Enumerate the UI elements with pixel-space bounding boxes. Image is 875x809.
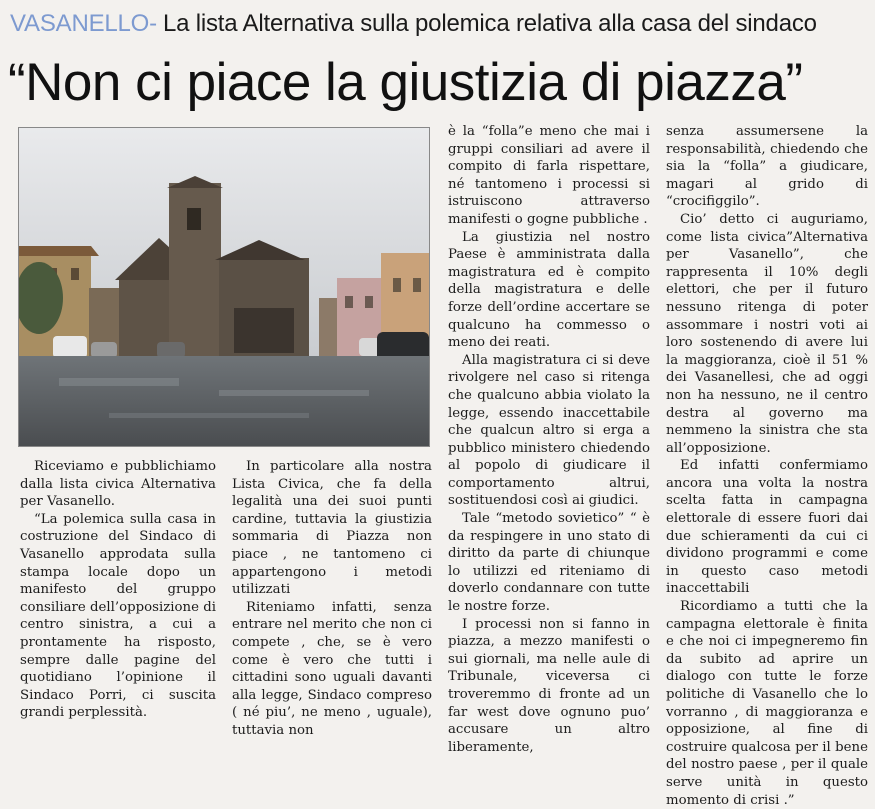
paragraph: senza assumersene la responsabilità, chiedendo che sia la “folla” a giudicare, magari al grido di “crocifiggilo”. (666, 124, 868, 210)
article-headline: “Non ci piace la giustizia di piazza” (8, 53, 803, 112)
paragraph: è la “folla”e meno che mai i gruppi consiliari ad avere il compito di farla rispettare, né tantomeno i processi si istruiscono attraverso manifesti o gogne pubbliche . (448, 124, 650, 227)
paragraph: Riteniamo infatti, senza entrare nel merito che non ci compete , che, se è vero come è vero che tutti i cittadini sono uguali davanti alla legge, Sindaco compreso ( né piu’, ne meno , uguale), tuttavia non (232, 599, 432, 738)
paragraph: La giustizia nel nostro Paese è amministrata dalla magistratura ed è compito della magistratura e delle forze dell’ordine accertare se qualcuno ha commesso o meno dei reati. (448, 229, 650, 351)
paragraph: Tale “metodo sovietico” “ è da respingere in uno stato di diritto da parte di chiunque lo utilizzi ed riteniamo di doverlo condannare con tutte le nostre forze. (448, 511, 650, 615)
article-kicker (10, 10, 870, 38)
article-column-3 (448, 123, 650, 756)
paragraph: Riceviamo e pubblichiamo dalla lista civica Alternativa per Vasanello. (20, 459, 216, 510)
paragraph: “La polemica sulla casa in costruzione del Sindaco di Vasanello approdata sulla stampa locale dopo un manifesto del gruppo consiliare dell’opposizione di centro sinistra, a cui a prontamente ha risposto, sempre dalle pagine del quotidiano l’opinione il Sindaco Porri, ci suscita grandi perplessità. (20, 511, 216, 721)
article-photo (18, 127, 430, 447)
paragraph: Cio’ detto ci auguriamo, come lista civica”Alternativa per Vasanello”, che rappresenta il 10% degli elettori, che per il futuro nessuno ritenga di poter assommare i nostri voti ai loro sostenendo di avere lui la maggioranza, cioè il 51 % dei Vasanellesi, che ad oggi non ha nessuno, ne il centro destra al governo ma nemmeno la sinistra che sta all’opposizione. (666, 211, 868, 456)
paragraph: I processi non si fanno in piazza, a mezzo manifesti o sui giornali, ma nelle aule di Tribunale, viceversa ci troveremmo di fronte ad un far west dove ognuno puo’ accusare un altro liberamente, (448, 616, 650, 755)
kicker-place: VASANELLO- (10, 10, 157, 37)
paragraph: In particolare alla nostra Lista Civica, che fa della legalità una dei suoi punti cardine, tuttavia la giustizia sommaria di Piazza non piace , ne tantomeno ci appartengono i metodi utilizzati (232, 459, 432, 598)
article-column-1 (20, 458, 216, 722)
kicker-subtitle: La lista Alternativa sulla polemica relativa alla casa del sindaco (162, 10, 817, 37)
paragraph: Alla magistratura ci si deve rivolgere nel caso si ritenga che qualcuno abbia violato la legge, essendo inaccettabile che qualcun altro si erga a pubblico ministero chiedendo al popolo di giudicare il comportamento altrui, sostituendosi così ai giudici. (448, 352, 650, 509)
paragraph: Ricordiamo a tutti che la campagna elettorale è finita e che noi ci impegneremo fin da subito ad aprire un dialogo con tutte le forze politiche di Vasanello che lo vorranno , di maggioranza e opposizione, al fine di costruire qualcosa per il bene del nostro paese , per il quale serve unità in questo momento di crisi .” (666, 599, 868, 808)
article-column-2 (232, 458, 432, 740)
article-column-4 (666, 123, 868, 809)
paragraph: Ed infatti confermiamo ancora una volta la nostra scelta fatta in campagna elettorale di essere fuori dai due schieramenti da cui ci dividono programmi e come in questo caso metodi inaccettabili (666, 458, 868, 597)
